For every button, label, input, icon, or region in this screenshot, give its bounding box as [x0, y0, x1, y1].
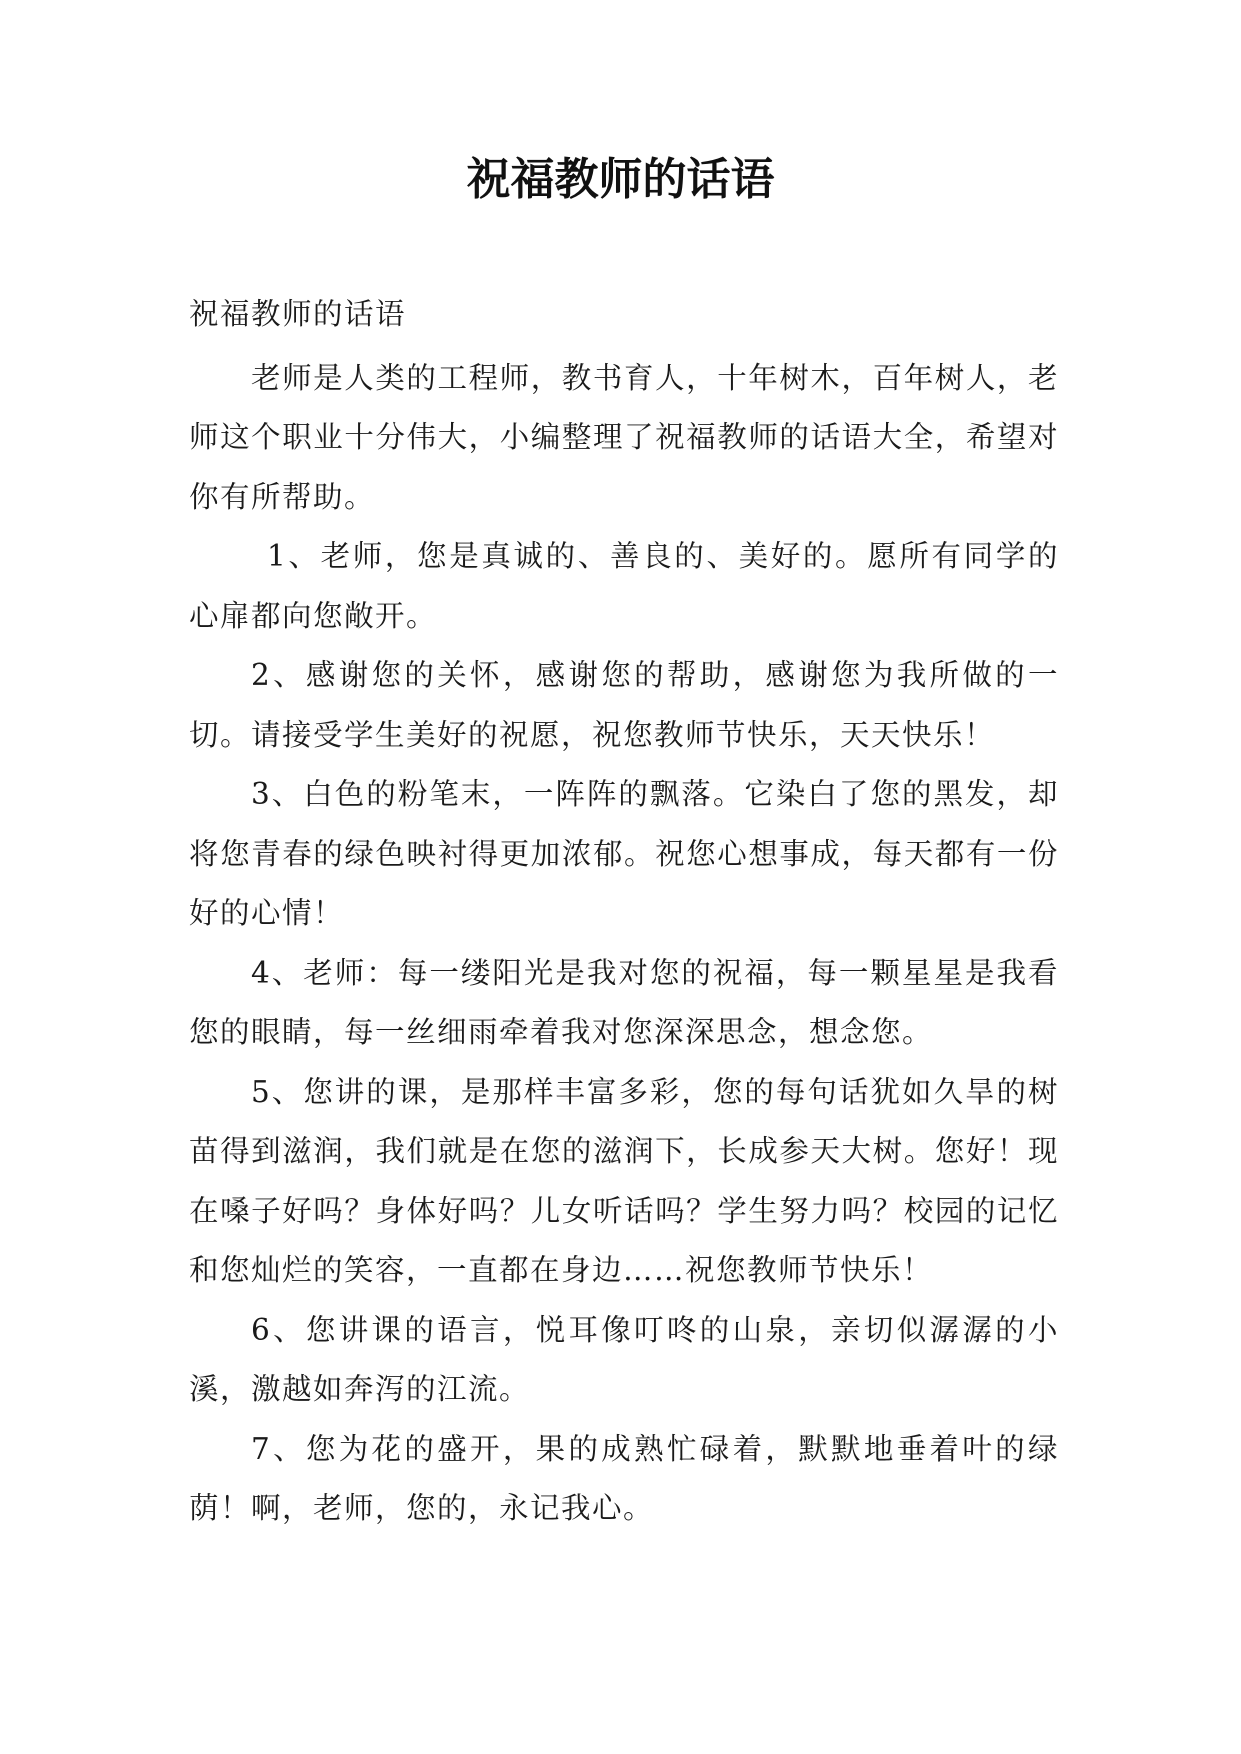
wish-item-4: 4、老师：每一缕阳光是我对您的祝福，每一颗星星是我看您的眼睛，每一丝细雨牵着我对您深深思念，想念您。 — [189, 955, 1059, 1049]
wish-item-6: 6、您讲课的语言，悦耳像叮咚的山泉，亲切似潺潺的小溪，激越如奔泻的江流。 — [189, 1312, 1059, 1406]
document-title: 祝福教师的话语 — [466, 154, 775, 205]
wish-item-1: 1、老师，您是真诚的、善良的、美好的。愿所有同学的心扉都向您敞开。 — [189, 539, 1059, 633]
wish-item-7: 7、您为花的盛开，果的成熟忙碌着，默默地垂着叶的绿荫！啊，老师，您的，永记我心。 — [189, 1431, 1059, 1525]
intro-paragraph: 老师是人类的工程师，教书育人，十年树木，百年树人，老师这个职业十分伟大，小编整理了祝福教师的话语大全，希望对你有所帮助。 — [189, 360, 1059, 514]
section-heading: 祝福教师的话语 — [189, 297, 407, 331]
wish-item-5: 5、您讲的课，是那样丰富多彩，您的每句话犹如久旱的树苗得到滋润，我们就是在您的滋润下，长成参天大树。您好！现在嗓子好吗？身体好吗？儿女听话吗？学生努力吗？校园的记忆和您灿烂的笑容，一直都在身边……祝您教师节快乐！ — [189, 1074, 1059, 1287]
wish-item-2: 2、感谢您的关怀，感谢您的帮助，感谢您为我所做的一切。请接受学生美好的祝愿，祝您教师节快乐，天天快乐！ — [189, 658, 1059, 752]
document-body — [189, 285, 1059, 1539]
wish-item-3: 3、白色的粉笔末，一阵阵的飘落。它染白了您的黑发，却将您青春的绿色映衬得更加浓郁。祝您心想事成，每天都有一份好的心情！ — [189, 777, 1059, 930]
